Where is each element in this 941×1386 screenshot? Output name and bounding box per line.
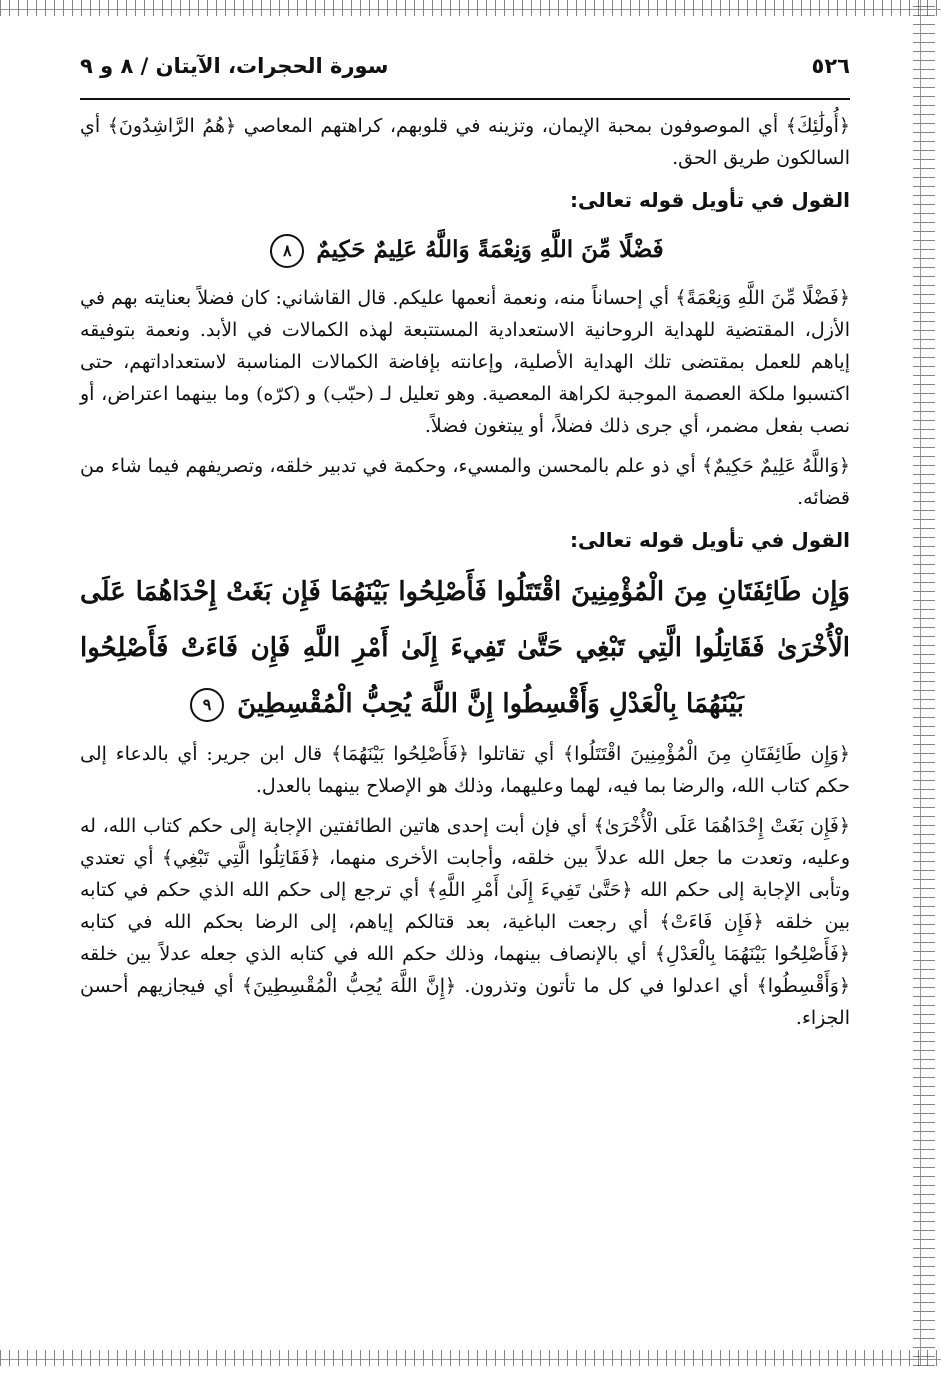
verse-9-text: وَإِن طَائِفَتَانِ مِنَ الْمُؤْمِنِينَ اقْتَتَلُوا فَأَصْلِحُوا بَيْنَهُمَا فَإِن بَغَتْ إِحْدَاهُمَا عَلَى الْأُخْرَىٰ فَقَاتِلُوا الَّتِي تَبْغِي حَتَّىٰ تَفِيءَ إِلَىٰ أَمْرِ اللَّهِ فَإِن فَاءَتْ فَأَصْلِحُوا بَيْنَهُمَا بِالْعَدْلِ وَأَقْسِطُوا إِنَّ اللَّهَ يُحِبُّ الْمُقْسِطِينَ — [80, 577, 850, 719]
paragraph-3: ﴿وَاللَّهُ عَلِيمٌ حَكِيمٌ﴾ أي ذو علم بالمحسن والمسيء، وحكمة في تدبير خلقه، وتصريفهم فيما شاء من قضائه. — [80, 455, 850, 509]
ornamental-border-top — [0, 0, 941, 16]
quran-verse-8 — [80, 224, 850, 276]
ayah-number-9: ٩ — [190, 688, 224, 722]
document-page — [80, 54, 850, 1344]
section-heading-1: القول في تأويل قوله تعالى: — [570, 188, 850, 212]
paragraph-2: ﴿فَضْلًا مِّنَ اللَّهِ وَنِعْمَةً﴾ أي إحساناً منه، ونعمة أنعمها عليكم. قال القاشاني: كان فضلاً بعنايته بهم في الأزل، المقتضية للهداية الروحانية الاستعدادية المستتبعة لهذه الكمالات في الأبد. ونعمة بتوفيقه إياهم للعمل بمقتضى تلك الهداية الأصلية، وإعانته بإفاضة الكمالات المناسبة لاستعداداتهم، حتى اكتسبوا ملكة العصمة الموجبة لكراهة المعصية. وهو تعليل لـ (حبّب) و (كرّه) وما بينهما اعتراض، أو نصب بفعل مضمر، أي جرى ذلك فضلاً، أو يبتغون فضلاً. — [80, 287, 850, 437]
ornamental-border-bottom — [0, 1350, 941, 1366]
quran-verse-9 — [80, 564, 850, 732]
verse-8-text: فَضْلًا مِّنَ اللَّهِ وَنِعْمَةً وَاللَّهُ عَلِيمٌ حَكِيمٌ — [316, 236, 664, 263]
ayah-number-8: ٨ — [270, 234, 304, 268]
paragraph-5: ﴿فَإِن بَغَتْ إِحْدَاهُمَا عَلَى الْأُخْرَىٰ﴾ أي فإن أبت إحدى هاتين الطائفتين الإجابة إلى حكم كتاب الله، له وعليه، وتعدت ما جعل الله عدلاً بين خلقه، وأجابت الأخرى منهما، ﴿فَقَاتِلُوا الَّتِي تَبْغِي﴾ أي تعتدي وتأبى الإجابة إلى حكم الله ﴿حَتَّىٰ تَفِيءَ إِلَىٰ أَمْرِ اللَّهِ﴾ أي ترجع إلى حكم الله الذي حكم في كتابه بين خلقه ﴿فَإِن فَاءَتْ﴾ أي رجعت الباغية، بعد قتالكم إياهم، إلى الرضا بحكم الله في كتابه ﴿فَأَصْلِحُوا بَيْنَهُمَا بِالْعَدْلِ﴾ أي بالإنصاف بينهما، وذلك حكم الله في كتابه الذي جعله عدلاً بين خلقه ﴿وَأَقْسِطُوا﴾ أي اعدلوا في كل ما تأتون وتذرون. ﴿إِنَّ اللَّهَ يُحِبُّ الْمُقْسِطِينَ﴾ أي فيجازيهم أحسن الجزاء. — [80, 815, 850, 1029]
running-title: سورة الحجرات، الآيتان / ٨ و ٩ — [80, 54, 389, 78]
running-header — [80, 54, 850, 100]
paragraph-4: ﴿وَإِن طَائِفَتَانِ مِنَ الْمُؤْمِنِينَ اقْتَتَلُوا﴾ أي تقاتلوا ﴿فَأَصْلِحُوا بَيْنَهُمَا﴾ قال ابن جرير: أي بالدعاء إلى حكم كتاب الله، والرضا بما فيه، لهما وعليهما، وذلك هو الإصلاح بينهما بالعدل. — [80, 743, 850, 797]
ornamental-border-right — [913, 0, 935, 1366]
paragraph-1: ﴿أُولَٰئِكَ﴾ أي الموصوفون بمحبة الإيمان، وتزينه في قلوبهم، كراهتهم المعاصي ﴿هُمُ الرَّاشِدُونَ﴾ أي السالكون طريق الحق. — [80, 115, 850, 169]
section-heading-2: القول في تأويل قوله تعالى: — [570, 528, 850, 552]
page-number: ٥٢٦ — [811, 54, 850, 78]
